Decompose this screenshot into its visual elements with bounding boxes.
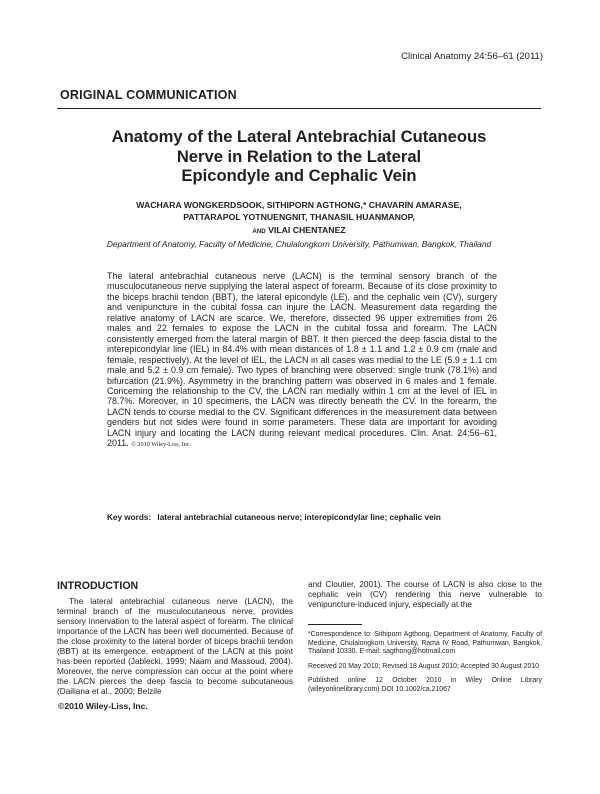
- abstract-copyright: © 2010 Wiley-Liss, Inc.: [131, 441, 192, 449]
- footnotes: [308, 631, 542, 700]
- journal-reference: Clinical Anatomy 24:56–61 (2011): [401, 51, 543, 62]
- abstract: [107, 271, 497, 451]
- right-column: [308, 580, 542, 610]
- title-line: Nerve in Relation to the Lateral: [176, 146, 422, 166]
- section-type: ORIGINAL COMMUNICATION: [60, 88, 237, 102]
- author-name: VILAI CHENTANEZ: [268, 224, 346, 235]
- title-line: Anatomy of the Lateral Antebrachial Cutaneous: [111, 127, 487, 146]
- correspondence-note: *Correspondence to: Sithiporn Agthong, Department of Anatomy, Faculty of Medicine, Chulalongkorn University, Rama IV Road, Pathumwan, Bangkok, Thailand 10330. E-mail: sagthong@hotmail.com: [308, 631, 542, 656]
- keywords: [107, 513, 497, 523]
- article-title: [57, 127, 541, 186]
- author-list: [57, 199, 541, 238]
- introduction-paragraph: The lateral antebrachial cutaneous nerve (LACN), the terminal branch of the musculocutaneous nerve, provides sensory innervation to the lateral aspect of forearm. The clinical importance of the LACN has been well documented. Because of the close proximity to the lateral border of biceps brachii tendon (BBT) at its emergence, entrapment of the LACN at this point has been reported (Jablecki, 1999; Naam and Massoud, 2004). Moreover, the nerve compression can occur at the point where the LACN pierces the deep fascia to become subcutaneous (Dailiana et al., 2000; Belzile: [57, 597, 293, 697]
- received-note: Received 20 May 2010; Revised 18 August 2010; Accepted 30 August 2010: [308, 662, 539, 670]
- introduction-paragraph-continued: and Cloutier, 2001). The course of LACN is also close to the cephalic vein (CV) rendering this nerve vulnerable to venipuncture-induced injury, especially at the: [308, 580, 542, 610]
- title-line: Epicondyle and Cephalic Vein: [181, 166, 417, 185]
- introduction-heading: INTRODUCTION: [57, 580, 139, 592]
- keywords-label: Key words:: [107, 513, 152, 522]
- footnote-rule: [308, 624, 362, 625]
- and-word: AND: [252, 227, 266, 235]
- left-column: [57, 597, 293, 697]
- published-note: Published online 12 October 2010 in Wiley Online Library (wileyonlinelibrary.com) DOI 10.1002/ca.21067: [308, 677, 542, 693]
- author-line: PATTARAPOL YOTNUENGNIT, THANASIL HUANMANOP,: [183, 212, 415, 223]
- footer-copyright: ©2010 Wiley-Liss, Inc.: [58, 701, 148, 711]
- affiliation: Department of Anatomy, Faculty of Medicine, Chulalongkorn University, Pathumwan, Bangkok, Thailand: [106, 239, 492, 249]
- header-rule: [57, 108, 541, 109]
- abstract-text: The lateral antebrachial cutaneous nerve (LACN) is the terminal sensory branch of the musculocutaneous nerve supplying the lateral aspect of forearm. Because of its close proximity to the biceps brachii tendon (BBT), the lateral epicondyle (LE), and the cephalic vein (CV), surgery and venipuncture in the cubital fossa can injure the LACN. Measurement data regarding the relative anatomy of LACN are scarce. We, therefore, dissected 96 upper extremities from 26 males and 22 females to expose the LACN in the cubital fossa and forearm. The LACN consistently emerged from the lateral margin of BBT. It then pierced the deep fascia distal to the interepicondylar line (IEL) in 84.4% with mean distances of 1.8 ± 1.1 and 1.2 ± 0.9 cm (male and female, respectively). At the level of IEL, the LACN in all cases was medial to the LE (5.9 ± 1.1 cm male and 5.2 ± 0.9 cm female). Two types of branching were observed: single trunk (78.1%) and bifurcation (21.9%). Asymmetry in the branching pattern was observed in 6 males and 1 female. Concerning the relationship to the CV, the LACN ran medially within 1 cm at the level of IEL in 78.7%. Moreover, in 10 specimens, the LACN was directly beneath the CV. In the forearm, the LACN tends to course medial to the CV. Significant differences in the measurement data between genders but not sides were found in some parameters. These data are important for avoiding LACN injury and locating the LACN during relevant medical procedures. Clin. Anat. 24:56–61, 2011.: [107, 271, 497, 449]
- author-line: WACHARA WONGKERDSOOK, SITHIPORN AGTHONG,* CHAVARIN AMARASE,: [136, 200, 462, 210]
- keywords-text: lateral antebrachial cutaneous nerve; interepicondylar line; cephalic vein: [157, 513, 441, 522]
- author-line: [57, 224, 541, 238]
